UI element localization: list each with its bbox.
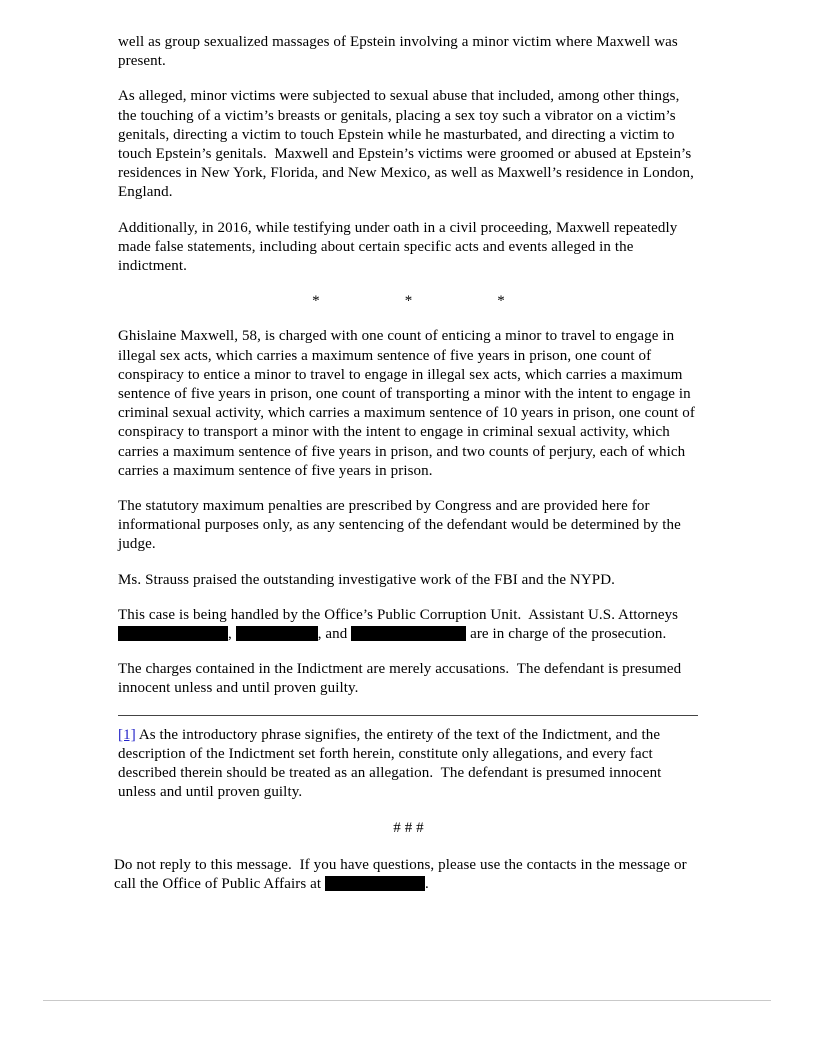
page-footer-rule [43,1000,771,1001]
closing-text-2: . [425,875,429,892]
separator-asterisk: * [312,293,320,310]
separator-asterisk: * [497,293,505,310]
separator-asterisk: * [404,293,413,310]
paragraph-accusations-disclaimer: The charges contained in the Indictment are merely accusations. The defendant is presumed innocent unless and until proven guilty. [118,661,686,697]
paragraph-massages-continuation: well as group sexualized massages of Epstein involving a minor victim where Maxwell was present. [118,34,682,70]
footnote-paragraph [118,726,699,803]
footnote-separator-rule [118,715,698,716]
paragraph-abuse-details: As alleged, minor victims were subjected to sexual abuse that included, among other things, the touching of a victim’s breasts or genitals, placing a sex toy such a vibrator on a victim’s genitals, directing a victim to touch Epstein while he masturbated, and directing a victim to touch Epstein’s genitals. Maxwell and Epstein’s victims were groomed or abused at Epstein’s residences in New York, Florida, and New Mexico, as well as Maxwell’s residence in London, England. [118,88,698,201]
attorneys-text-2: , [228,626,236,643]
redaction-bar [118,626,228,641]
paragraph-statutory-maximums: The statutory maximum penalties are prescribed by Congress and are provided here for informational purposes only, as any sentencing of the defendant would be determined by the judge. [118,498,685,553]
redaction-bar [325,876,425,891]
footnote-text: As the introductory phrase signifies, the entirety of the text of the Indictment, and the description of the Indictment set forth herein, constitute only allegations, and every fact described therein should be treated as an allegation. The defendant is presumed innocent unless and until proven guilty. [118,726,666,801]
paragraph-perjury-allegations: Additionally, in 2016, while testifying under oath in a civil proceeding, Maxwell repeatedly made false statements, including about certain specific acts and events alleged in the indictment. [118,219,682,275]
section-separator [118,292,699,311]
redaction-bar [351,626,466,641]
closing-text-1: Do not reply to this message. If you have questions, please use the contacts in the message or call the Office of Public Affairs at [114,856,691,892]
paragraph-closing-notice [114,856,699,894]
document-content [114,33,699,910]
paragraph-attorneys [118,606,699,644]
paragraph-charges-counts: Ghislaine Maxwell, 58, is charged with one count of enticing a minor to travel to engage in illegal sex acts, which carries a maximum sentence of five years in prison, one count of conspiracy to entice a minor to travel to engage in illegal sex acts, which carries a maximum sentence of five years in prison, one count of transporting a minor with the intent to engage in criminal sexual activity, which carries a maximum sentence of 10 years in prison, one count of conspiracy to transport a minor with the intent to engage in criminal sexual activity, which carries a maximum sentence of five years in prison, and two counts of perjury, each of which carries a maximum sentence of five years in prison. [118,328,699,479]
paragraph-investigative-praise: Ms. Strauss praised the outstanding investigative work of the FBI and the NYPD. [118,571,616,588]
end-marker: # # # [393,819,424,836]
attorneys-text-4: are in charge of the prosecution. [466,626,667,643]
footnote-link[interactable]: [1] [118,726,136,743]
attorneys-text-1: This case is being handled by the Office’s Public Corruption Unit. Assistant U.S. Attorneys [118,606,682,623]
redaction-bar [236,626,318,641]
attorneys-text-3: , and [317,626,352,643]
